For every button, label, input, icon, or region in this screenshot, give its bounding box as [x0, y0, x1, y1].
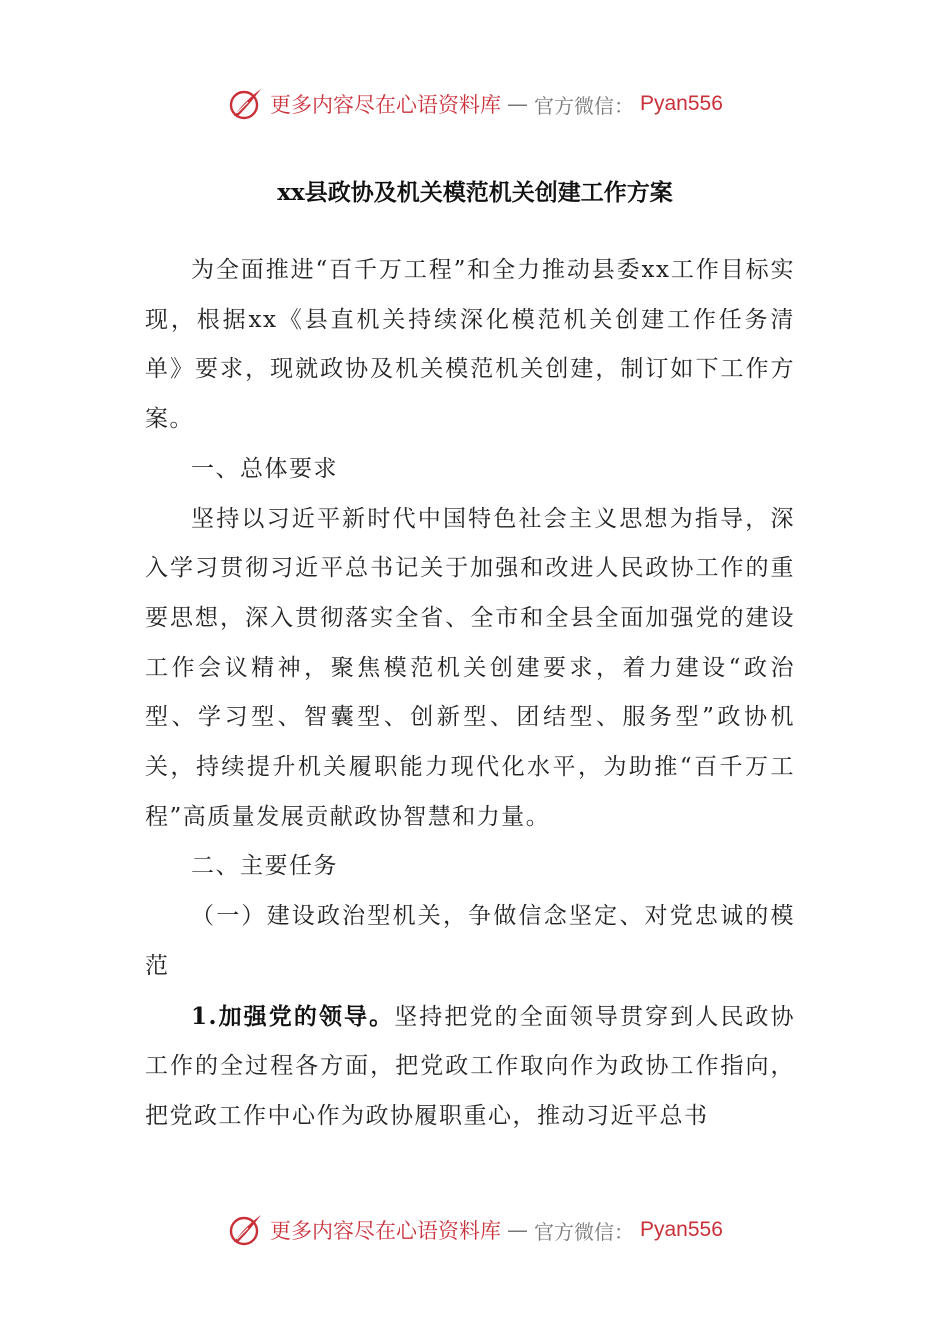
subsection-heading-1: （一）建设政治型机关，争做信念坚定、对党忠诚的模范 [145, 903, 795, 979]
watermark-wechat-id: Pyan556 [640, 92, 723, 115]
quill-logo-icon [228, 86, 264, 122]
watermark-dash: — [507, 1218, 528, 1242]
document-title: xx县政协及机关模范机关创建工作方案 [277, 179, 673, 206]
section-1-paragraph: 坚持以习近平新时代中国特色社会主义思想为指导，深入学习贯彻习近平总书记关于加强和改进人民政协工作的重要思想，深入贯彻落实全省、全市和全县全面加强党的建设工作会议精神，聚焦模范机关创建要求，着力建设“政治型、学习型、智囊型、创新型、团结型、服务型”政协机关，持续提升机关履职能力现代化水平，为助推“百千万工程”高质量发展贡献政协智慧和力量。 [145, 505, 795, 830]
document-body [145, 246, 795, 1142]
section-heading-2: 二、主要任务 [191, 853, 338, 880]
section-heading-1: 一、总体要求 [191, 455, 338, 482]
watermark-text: 更多内容尽在心语资料库 [270, 93, 501, 117]
item-1-body: 坚持把党的全面领导贯穿到人民政协工作的全过程各方面，把党政工作取向作为政协工作指向，把党政工作中心作为政协履职重心，推动习近平总书 [145, 1003, 795, 1129]
watermark-wechat-id: Pyan556 [640, 1218, 723, 1241]
watermark-dash: — [507, 92, 528, 116]
watermark-text: 更多内容尽在心语资料库 [270, 1219, 501, 1243]
watermark-wechat-label: 官方微信： [534, 93, 634, 118]
item-1-paragraph [145, 992, 795, 1142]
watermark-wechat-label: 官方微信： [534, 1219, 634, 1244]
intro-paragraph: 为全面推进“百千万工程”和全力推动县委xx工作目标实现，根据xx《县直机关持续深化模范机关创建工作任务清单》要求，现就政协及机关模范机关创建，制订如下工作方案。 [145, 257, 795, 433]
quill-logo-icon [228, 1212, 264, 1248]
watermark-header [228, 84, 723, 124]
watermark-footer [228, 1210, 723, 1250]
item-1-title: 1.加强党的领导。 [191, 1002, 395, 1030]
